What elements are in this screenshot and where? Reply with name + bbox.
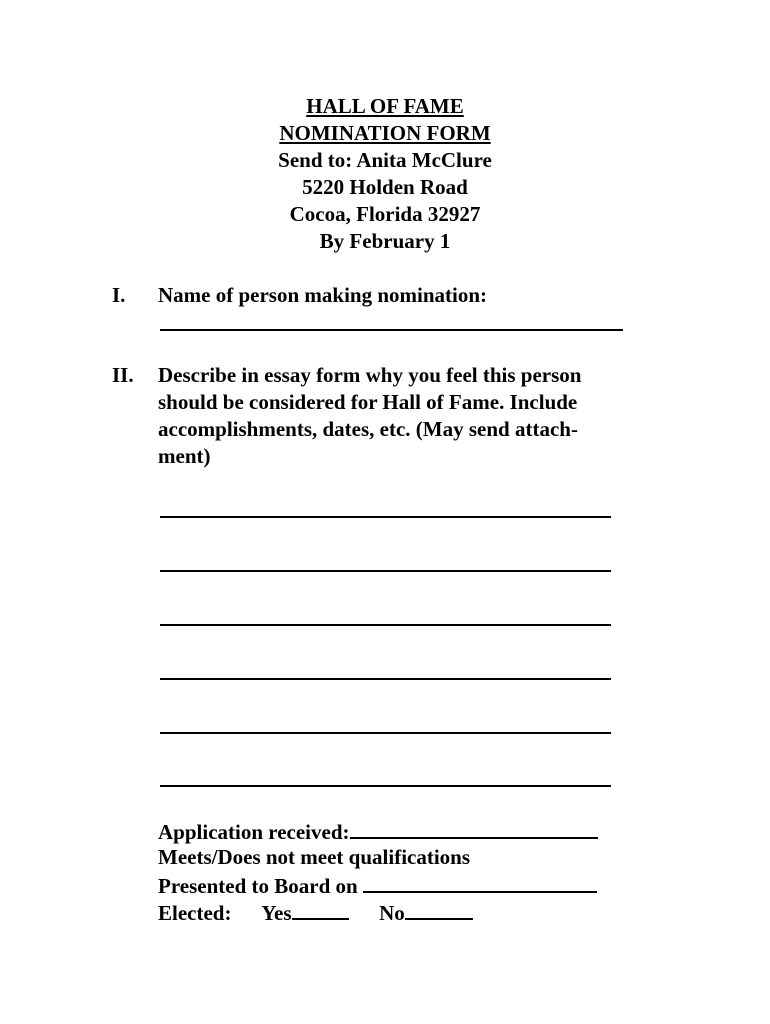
section2-line: should be considered for Hall of Fame. Include xyxy=(158,390,578,414)
elected-row xyxy=(158,898,473,927)
application-received-label: Application received: xyxy=(158,820,350,844)
presented-date-field[interactable] xyxy=(363,871,597,893)
elected-label: Elected: xyxy=(158,901,232,925)
section2-line: Describe in essay form why you feel this person xyxy=(158,363,582,387)
essay-line[interactable] xyxy=(160,624,611,626)
form-title-line1: HALL OF FAME xyxy=(306,94,464,118)
form-header xyxy=(0,93,770,255)
section2-line: ment) xyxy=(158,444,211,468)
yes-label: Yes xyxy=(261,901,292,925)
essay-line[interactable] xyxy=(160,785,611,787)
qualifications-label: Meets/Does not meet qualifications xyxy=(158,845,471,869)
send-to-line: Send to: Anita McClure xyxy=(278,148,492,172)
section2-line: accomplishments, dates, etc. (May send attach- xyxy=(158,417,578,441)
application-received-row xyxy=(158,817,598,846)
application-received-field[interactable] xyxy=(350,817,598,839)
deadline-line: By February 1 xyxy=(319,229,451,253)
no-label: No xyxy=(379,901,405,925)
section2-number: II. xyxy=(112,363,134,387)
qualifications-row xyxy=(158,844,470,871)
address-street: 5220 Holden Road xyxy=(302,175,468,199)
no-field[interactable] xyxy=(405,898,473,920)
essay-line[interactable] xyxy=(160,516,611,518)
nominator-name-field[interactable] xyxy=(160,329,623,331)
address-city: Cocoa, Florida 32927 xyxy=(289,202,481,226)
essay-line[interactable] xyxy=(160,678,611,680)
section1-label: Name of person making nomination: xyxy=(158,283,488,307)
section1-number: I. xyxy=(112,283,126,307)
presented-row xyxy=(158,871,597,900)
form-title-line2: NOMINATION FORM xyxy=(279,121,491,145)
section2-instructions xyxy=(158,362,581,470)
essay-line[interactable] xyxy=(160,732,611,734)
presented-label: Presented to Board on xyxy=(158,874,358,898)
yes-field[interactable] xyxy=(292,898,349,920)
essay-line[interactable] xyxy=(160,570,611,572)
